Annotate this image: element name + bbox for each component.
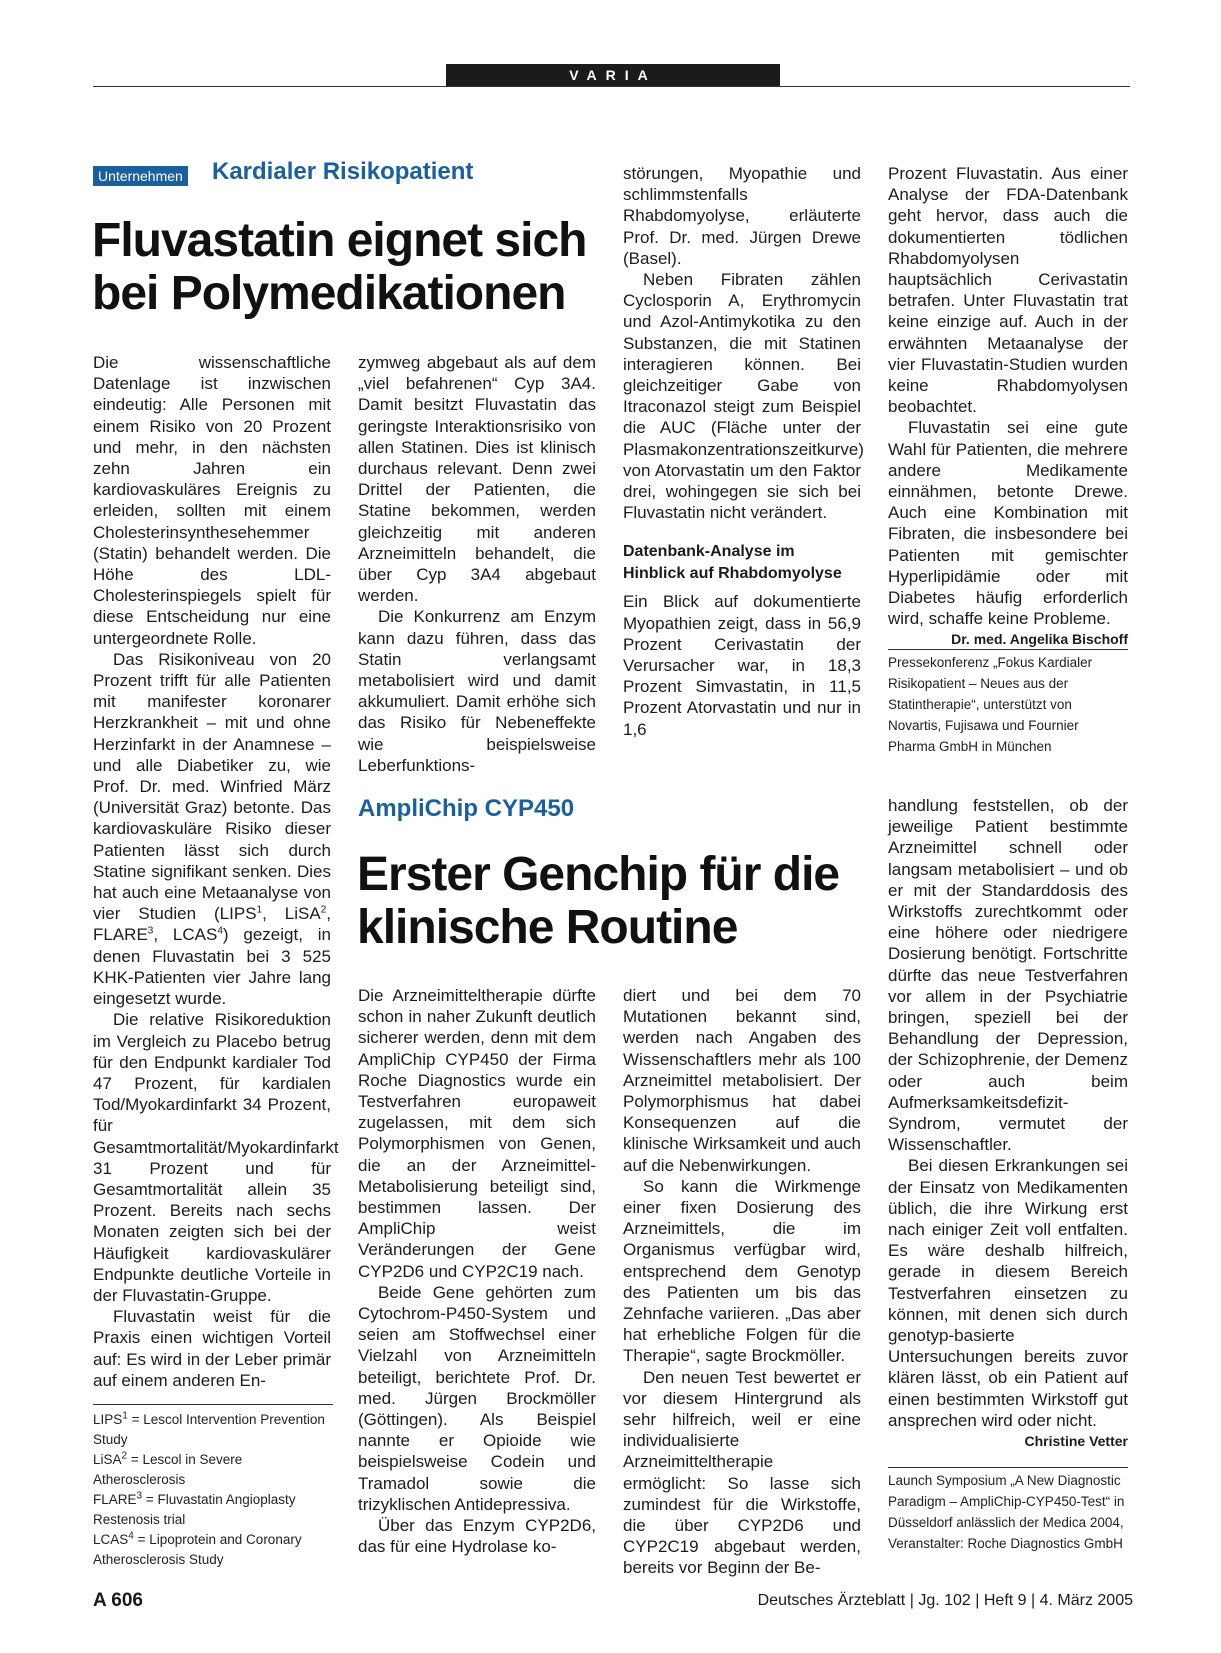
paragraph: Die relative Risikoreduktion im Vergleich zu Placebo betrug für den Endpunkt kardialer Tod 47 Prozent, für kardialen Tod/Myokardinfarkt 34 Prozent, für Gesamtmortalität/Myokardinfarkt 31 Prozent und für Gesamtmortalität allein 35 Prozent. Bereits nach sechs Monaten zeigten sich bei der Häufigkeit kardiovaskulärer Endpunkte deutliche Vorteile in der Fluvastatin-Gruppe. bbox=[93, 1010, 339, 1305]
footnote: $LCAS^4$ = Lipoprotein and Coronary Atherosclerosis Study bbox=[93, 1530, 302, 1567]
paragraph: Fluvastatin sei eine gute Wahl für Patienten, die mehrere andere Medikamente einnähmen, betonte Drewe. Auch eine Kombination mit Fibraten, die insbesondere bei Patienten mit gemischter Hyperlipidämie oder mit Diabetes häufig erforderlich wird, schaffe keine Probleme. Dr. med. Angelika Bischoff bbox=[888, 417, 1128, 629]
paragraph: Neben Fibraten zählen Cyclosporin A, Erythromycin und Azol-Antimykotika zu den Substanzen, die mit Statinen interagieren können. Bei gleichzeitiger Gabe von Itraconazol steigt zum Beispiel die AUC (Fläche unter der Plasmakonzentrationszeitkurve) von Atorvastatin um den Faktor drei, wohingegen sie sich bei Fluvastatin nicht verändert. bbox=[623, 270, 864, 523]
paragraph: Bei diesen Erkrankungen sei der Einsatz von Medikamenten üblich, die ihre Wirkung erst nach einiger Zeit voll entfalten. Es wäre deshalb hilfreich, gerade in diesem Bereich Testverfahren einsetzen zu können, mit denen sich durch genotyp-basierte Untersuchungen bereits zuvor klären lässt, ob ein Patient auf einen bestimmten Wirkstoff gut ansprechen wird oder nicht. Christine Vetter bbox=[888, 1155, 1128, 1431]
article2-column-3 bbox=[888, 795, 1128, 1452]
footnote-rule bbox=[93, 1404, 333, 1405]
paragraph: zymweg abgebaut als auf dem „viel befahrenen“ Cyp 3A4. Damit besitzt Fluvastatin das geringste Interaktionsrisiko von allen Statinen. Dies ist klinisch durchaus relevant. Denn zwei Drittel der Patienten, die Statine bekommen, werden gleichzeitig mit anderen Arzneimitteln behandelt, die über Cyp 3A4 abgebaut werden. bbox=[358, 353, 596, 606]
paragraph: Über das Enzym CYP2D6, das für eine Hydrolase ko- bbox=[358, 1516, 596, 1557]
article1-column-1 bbox=[93, 352, 339, 1391]
article2-kicker: AmpliChip CYP450 bbox=[358, 795, 575, 822]
paragraph: diert und bei dem 70 Mutationen bekannt sind, werden nach Angaben des Wissenschaftlers mehr als 100 Arzneimittel metabolisiert. Der Polymorphismus hat dabei Konsequenzen auf die klinische Wirksamkeit und auch auf die Nebenwirkungen. bbox=[623, 986, 861, 1175]
article1-headline-line1: Fluvastatin eignet sich bbox=[92, 214, 587, 267]
paragraph: So kann die Wirkmenge einer fixen Dosierung des Arzneimittels, die im Organismus verfügbar wird, entsprechend dem Genotyp des Patienten um bis das Zehnfache variieren. „Das aber hat erhebliche Folgen für die Therapie“, sagte Brockmöller. bbox=[623, 1176, 861, 1366]
paragraph: Die Konkurrenz am Enzym kann dazu führen, dass das Statin verlangsamt metabolisiert wird und damit akkumuliert. Damit erhöhe sich das Risiko für Nebeneffekte wie beispielsweise Leberfunktions- bbox=[358, 607, 596, 775]
article1-kicker: Kardialer Risikopatient bbox=[212, 158, 474, 185]
source-rule bbox=[888, 1467, 1128, 1468]
author-byline: Christine Vetter bbox=[1024, 1433, 1128, 1450]
article2-headline bbox=[357, 848, 867, 954]
subheading: Datenbank-Analyse im Hinblick auf Rhabdomyolyse bbox=[623, 543, 842, 583]
section-label: VARIA bbox=[446, 64, 780, 86]
article2-headline-line2: klinische Routine bbox=[357, 901, 738, 954]
article2-column-1 bbox=[358, 985, 596, 1557]
article1-headline-line2: bei Polymedikationen bbox=[92, 267, 566, 320]
category-badge: Unternehmen bbox=[93, 166, 188, 186]
top-rule bbox=[93, 86, 1130, 87]
footnote: $FLARE^3$ = Fluvastatin Angioplasty Restenosis trial bbox=[93, 1490, 296, 1527]
paragraph: Das Risikoniveau von 20 Prozent trifft für alle Patienten mit manifester koronarer Herzkrankheit – mit und ohne Herzinfarkt in der Anamnese – und alle Diabetiker zu, wie Prof. Dr. med. Winfried März (Universität Graz) betonte. Das kardiovaskuläre Risiko dieser Patienten lässt sich durch Statine signifikant senken. Dies hat auch eine Metaanalyse von vier Studien (LIPS$^1$, LiSA$^2$, FLARE$^3$, LCAS$^4$) gezeigt, in denen Fluvastatin bei 3 525 KHK-Patienten vier Jahre lang eingesetzt wurde. bbox=[93, 649, 332, 1009]
page-number: A 606 bbox=[93, 1590, 143, 1611]
paragraph: Die Arzneimitteltherapie dürfte schon in naher Zukunft deutlich sicherer werden, denn mit dem AmpliChip CYP450 der Firma Roche Diagnostics wurde ein Testverfahren europaweit zugelassen, mit dem sich Polymorphismen von Genen, die an der Arzneimittel-Metabolisierung beteiligt sind, bestimmen lassen. Der AmpliChip weist Veränderungen der Gene CYP2D6 und CYP2C19 nach. bbox=[358, 986, 596, 1281]
article1-column-4 bbox=[888, 163, 1128, 651]
source-rule bbox=[888, 649, 1128, 650]
article1-source-note: Pressekonferenz „Fokus Kardialer Risikopatient – Neues aus der Statintherapie“, unterstützt von Novartis, Fujisawa und Fournier Pharma GmbH in München bbox=[888, 655, 1093, 754]
article2-headline-line1: Erster Genchip für die bbox=[357, 848, 840, 901]
footnote: LiSA$^2$ = Lescol in Severe Atherosclerosis bbox=[93, 1450, 243, 1487]
article2-source-note: Launch Symposium „A New Diagnostic Paradigm – AmpliChip-CYP450-Test“ in Düsseldorf anlässlich der Medica 2004, Veranstalter: Roche Diagnostics GmbH bbox=[888, 1473, 1125, 1551]
footnote: $LIPS^1$ = Lescol Intervention Prevention Study bbox=[93, 1410, 325, 1447]
paragraph: Den neuen Test bewertet er vor diesem Hintergrund als sehr hilfreich, weil er eine individualisierte Arzneimitteltherapie ermöglicht: So lasse sich zumindest für die Wirkstoffe, die über CYP2D6 und CYP2C19 abgebaut werden, bereits vor Beginn der Be- bbox=[623, 1367, 861, 1578]
paragraph: handlung feststellen, ob der jeweilige Patient bestimmte Arzneimittel schnell oder langsam metabolisiert – und ob er mit der Standarddosis des Wirkstoffs zurechtkommt oder eine höhere oder niedrigere Dosierung benötigt. Fortschritte dürfte das neue Testverfahren vor allem in der Psychiatrie bringen, speziell bei der Behandlung der Depression, der Schizophrenie, der Demenz oder auch beim Aufmerksamkeitsdefizit-Syndrom, vermutet der Wissenschaftler. bbox=[888, 796, 1128, 1155]
journal-info: Deutsches Ärzteblatt | Jg. 102 | Heft 9 | 4. März 2005 bbox=[757, 1592, 1133, 1609]
article1-column-2 bbox=[358, 352, 596, 776]
paragraph: Beide Gene gehörten zum Cytochrom-P450-System und seien am Stoffwechsel einer Vielzahl von Arzneimitteln beteiligt, berichtete Prof. Dr. med. Jürgen Brockmöller (Göttingen). Als Beispiel nannte er Opioide wie beispielsweise Codein und Tramadol sowie die trizyklischen Antidepressiva. bbox=[358, 1282, 596, 1514]
footnotes bbox=[93, 1410, 333, 1570]
article1-column-3 bbox=[623, 163, 864, 740]
author-byline: Dr. med. Angelika Bischoff bbox=[951, 631, 1128, 648]
paragraph: Prozent Fluvastatin. Aus einer Analyse der FDA-Datenbank geht hervor, dass auch die dokumentierten tödlichen Rhabdomyolysen hauptsächlich Cerivastatin betrafen. Unter Fluvastatin trat keine einzige auf. Auch in der erwähnten Metaanalyse der vier Fluvastatin-Studien wurden keine Rhabdomyolysen beobachtet. bbox=[888, 164, 1128, 417]
article1-headline bbox=[92, 214, 612, 320]
paragraph: Ein Blick auf dokumentierte Myopathien zeigt, dass in 56,9 Prozent Cerivastatin der Verursacher war, in 18,3 Prozent Simvastatin, in 11,5 Prozent Atorvastatin und nur in 1,6 bbox=[623, 592, 861, 739]
paragraph: Fluvastatin weist für die Praxis einen wichtigen Vorteil auf: Es wird in der Leber primär auf einem anderen En- bbox=[93, 1307, 331, 1390]
article2-column-2 bbox=[623, 985, 861, 1579]
paragraph: Die wissenschaftliche Datenlage ist inzwischen eindeutig: Alle Personen mit einem Risiko von 20 Prozent und mehr, in den nächsten zehn Jahren ein kardiovaskuläres Ereignis zu erleiden, sollten mit einem Cholesterinsynthesehemmer (Statin) behandelt werden. Die Höhe des LDL-Cholesterinspiegels spielt für diese Entscheidung nur eine untergeordnete Rolle. bbox=[93, 353, 331, 648]
paragraph: störungen, Myopathie und schlimmstenfalls Rhabdomyolyse, erläuterte Prof. Dr. med. Jürgen Drewe (Basel). bbox=[623, 164, 861, 268]
